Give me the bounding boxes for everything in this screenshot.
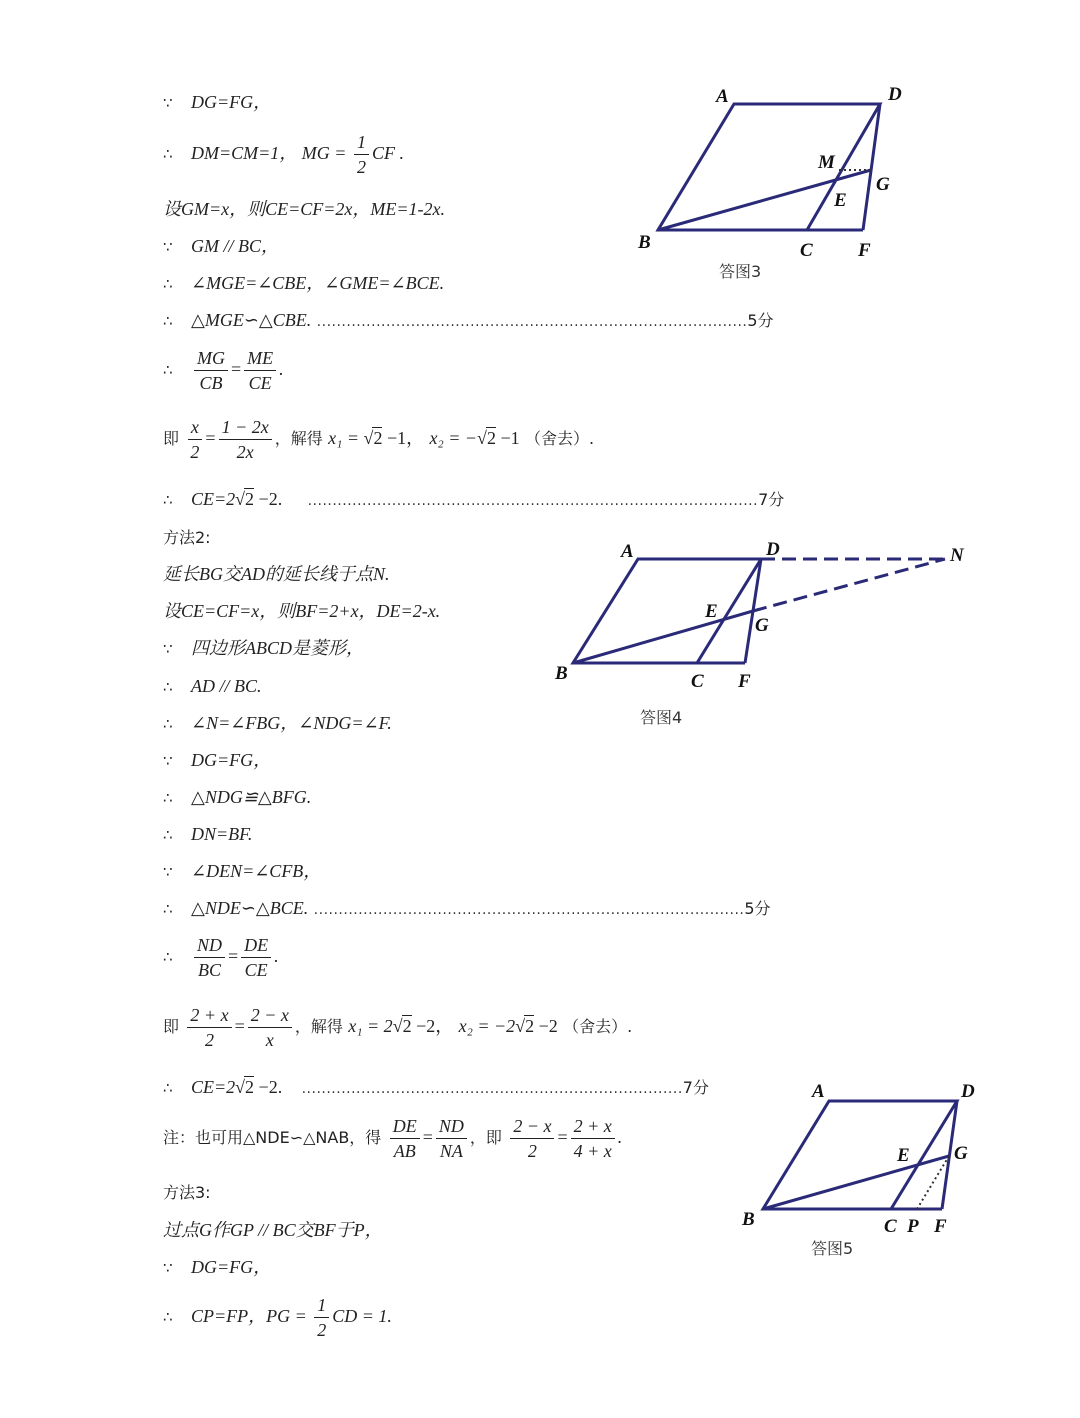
line-21: ∴ $\frac{ND}{BC}$ = $\frac{DE}{CE}$ . (163, 935, 279, 980)
line-text: DG=FG， (191, 750, 272, 770)
line-text: 四边形ABCD是菱形， (191, 638, 364, 658)
label-e: E (897, 1145, 910, 1166)
therefore-symbol: ∴ (163, 312, 173, 330)
score-label: 7分 (758, 490, 785, 509)
line-text: ，即 (469, 1128, 502, 1147)
denominator: AB (393, 1141, 416, 1161)
label-b: B (638, 232, 651, 253)
solution-x1: x₁ = (328, 428, 364, 448)
note-text: 注：也可用△NDE∽△NAB，得 (163, 1128, 382, 1147)
because-symbol: ∵ (163, 640, 173, 658)
figure-caption: 答图4 (640, 708, 683, 727)
line-15 (163, 711, 392, 736)
line-28 (163, 1293, 392, 1342)
solution-x2: x₂ = − (429, 428, 478, 448)
dot-leader: ........................................................................................... (307, 493, 759, 509)
label-a: A (716, 86, 729, 107)
line-18 (163, 822, 252, 847)
fraction (248, 1003, 292, 1052)
line-14 (163, 674, 262, 699)
line-5 (163, 271, 444, 296)
line-text: ，解得 (274, 429, 323, 448)
figure-3 (630, 80, 920, 290)
fraction (510, 1114, 554, 1163)
label-d: D (888, 84, 902, 105)
numerator: 1 (314, 1293, 329, 1318)
line-text: CE=2 (191, 489, 236, 509)
label-c: C (691, 671, 704, 692)
fraction (187, 415, 202, 464)
line-text: AD // BC. (191, 676, 262, 696)
therefore-symbol: ∴ (163, 361, 173, 379)
line-23: ∴ CE=2√2 −2. .............................................................................7分 (163, 1075, 709, 1101)
label-g: G (954, 1143, 968, 1164)
line-16 (163, 748, 271, 773)
line-19 (163, 859, 321, 884)
line-text: DG=FG， (191, 1257, 272, 1277)
line-10 (163, 526, 211, 550)
fraction (314, 1293, 329, 1342)
label-a: A (621, 541, 634, 562)
line-text: . (274, 946, 279, 966)
label-m: M (818, 152, 835, 173)
denominator: x (265, 1030, 274, 1050)
line-text: 过点G作GP // BC交BF于P， (163, 1220, 383, 1240)
therefore-symbol: ∴ (163, 826, 173, 844)
figure-4 (545, 535, 975, 735)
solution-x2: x₂ = −2 (458, 1016, 516, 1036)
label-e: E (705, 601, 718, 622)
radicand: 2 (245, 489, 255, 509)
line-text: ∠MGE=∠CBE，∠GME=∠BCE. (191, 273, 445, 293)
line-text: −2. (254, 1077, 283, 1097)
denominator: CE (244, 960, 268, 980)
line-22: 即 $\frac{2 + x}{2}$ = $\frac{2 - x}{x}$ ，解得 x₁ = 2√2 −2， x₂ = −2√2 −2 （舍去）. (163, 1005, 633, 1050)
radicand: 2 (402, 1016, 412, 1036)
numerator: DE (241, 933, 271, 958)
score-label: 5分 (747, 311, 774, 330)
line-27 (163, 1255, 271, 1280)
line-11 (163, 562, 390, 587)
line-24: 注：也可用△NDE∽△NAB，得 $\frac{DE}{AB}$ = $\frac{ND}{NA}$ ，即 $\frac{2 - x}{2}$ = $\frac{2 + x}{4 + x}$ . (163, 1116, 623, 1161)
label-e: E (834, 190, 847, 211)
dot-leader: ....................................................................................... (313, 902, 745, 918)
fraction (241, 933, 271, 982)
line-3 (163, 197, 445, 222)
figure-caption: 答图5 (811, 1239, 854, 1258)
line-text: 设CE=CF=x，则BF=2+x，DE=2-x. (163, 601, 441, 621)
line-text: ∠N=∠FBG，∠NDG=∠F. (191, 713, 392, 733)
label-c: C (884, 1216, 897, 1237)
fraction (354, 130, 369, 179)
denominator: 2 (356, 157, 366, 177)
radicand: 2 (373, 428, 383, 448)
numerator: MG (194, 346, 228, 371)
because-symbol: ∵ (163, 752, 173, 770)
fraction (219, 415, 272, 464)
numerator: ND (194, 933, 225, 958)
fraction (194, 346, 228, 395)
label-b: B (742, 1209, 755, 1230)
line-text: △MGE∽△CBE. (191, 310, 312, 330)
label-g: G (755, 615, 769, 636)
line-text: −2. (254, 489, 283, 509)
therefore-symbol: ∴ (163, 1308, 173, 1326)
line-text: . (617, 1127, 623, 1147)
numerator: 1 (354, 130, 369, 155)
label-f: F (934, 1216, 947, 1237)
fraction (244, 346, 276, 395)
figure-5 (735, 1075, 1005, 1270)
figure-caption: 答图3 (719, 262, 762, 281)
therefore-symbol: ∴ (163, 789, 173, 807)
rhombus-abcd (658, 104, 880, 230)
line-2 (163, 130, 404, 179)
label-a: A (812, 1081, 825, 1102)
because-symbol: ∵ (163, 238, 173, 256)
line-text: CP=FP，PG = (191, 1306, 312, 1326)
radicand: 2 (245, 1077, 255, 1097)
line-text: DM=CM=1， MG = (191, 143, 351, 163)
numerator: 1 − 2x (219, 415, 272, 440)
line-13 (163, 636, 364, 661)
line-text: CD = 1. (332, 1306, 392, 1326)
rhombus-abcd (763, 1101, 957, 1209)
therefore-symbol: ∴ (163, 145, 173, 163)
fraction (571, 1114, 615, 1163)
denominator: NA (439, 1141, 463, 1161)
label-b: B (555, 663, 568, 684)
method-heading: 方法3: (163, 1183, 211, 1202)
because-symbol: ∵ (163, 1259, 173, 1277)
line-text: 设GM=x，则CE=CF=2x，ME=1-2x. (163, 199, 446, 219)
numerator: x (188, 415, 202, 440)
denominator: CB (199, 373, 223, 393)
fraction (187, 1003, 231, 1052)
line-25 (163, 1181, 211, 1205)
line-7: ∴ $\frac{MG}{CB}$ = $\frac{ME}{CE}$ . (163, 348, 284, 393)
therefore-symbol: ∴ (163, 715, 173, 733)
line-4 (163, 234, 279, 259)
radicand: 2 (486, 428, 496, 448)
label-d: D (961, 1081, 975, 1102)
line-text: △NDE∽△BCE. (191, 898, 309, 918)
score-label: 5分 (744, 899, 771, 918)
therefore-symbol: ∴ (163, 275, 173, 293)
line-text: 延长BG交AD的延长线于点N. (163, 564, 390, 584)
label-f: F (858, 240, 871, 261)
numerator: ME (244, 346, 276, 371)
denominator: 2 (204, 1030, 214, 1050)
fraction (390, 1114, 420, 1163)
denominator: 2 (317, 1320, 327, 1340)
line-text: −1 (495, 428, 520, 448)
radicand: 2 (525, 1016, 535, 1036)
line-text: −1， (382, 428, 425, 448)
because-symbol: ∵ (163, 94, 173, 112)
line-12 (163, 599, 440, 624)
label-n: N (950, 545, 964, 566)
line-text: ，解得 (294, 1017, 343, 1036)
line-text: CE=2 (191, 1077, 236, 1097)
method-heading: 方法2: (163, 528, 211, 547)
line-text: GM // BC， (191, 236, 279, 256)
denominator: BC (198, 960, 222, 980)
label-d: D (766, 539, 780, 560)
line-text: △NDG≌△BFG. (191, 787, 312, 807)
line-text: DN=BF. (191, 824, 253, 844)
numerator: 2 + x (571, 1114, 615, 1139)
label-f: F (738, 671, 751, 692)
line-9: ∴ CE=2√2 −2. ...........................................................................................7分 (163, 487, 784, 513)
discard-note: （舍去）. (563, 1017, 633, 1036)
therefore-symbol: ∴ (163, 491, 173, 509)
denominator: 2x (236, 442, 254, 462)
fraction (436, 1114, 467, 1163)
line-text: −2 (534, 1016, 558, 1036)
therefore-symbol: ∴ (163, 678, 173, 696)
lead-text: 即 (163, 429, 180, 448)
lead-text: 即 (163, 1017, 180, 1036)
discard-note: （舍去）. (525, 429, 595, 448)
line-20 (163, 896, 771, 922)
denominator: 2 (527, 1141, 537, 1161)
rhombus-abcd (573, 559, 761, 663)
fraction (194, 933, 225, 982)
label-c: C (800, 240, 813, 261)
line-1 (163, 90, 271, 115)
denominator: 4 + x (573, 1141, 612, 1161)
line-text: −2， (411, 1016, 454, 1036)
line-17 (163, 785, 311, 810)
line-text: CF . (371, 143, 404, 163)
denominator: 2 (190, 442, 200, 462)
therefore-symbol: ∴ (163, 1079, 173, 1097)
extension-gn (753, 559, 945, 611)
segment-df (863, 104, 880, 230)
solution-x1: x₁ = 2 (348, 1016, 393, 1036)
denominator: CE (248, 373, 272, 393)
line-6 (163, 308, 774, 334)
dot-leader: ............................................................................. (301, 1081, 683, 1097)
numerator: DE (390, 1114, 420, 1139)
line-8: 即 $\frac{x}{2}$ = $\frac{1 - 2x}{2x}$ ，解得 x₁ = √2 −1， x₂ = −√2 −1 （舍去）. (163, 417, 595, 462)
line-26 (163, 1218, 383, 1243)
score-label: 7分 (682, 1078, 709, 1097)
numerator: 2 − x (248, 1003, 292, 1028)
numerator: 2 + x (187, 1003, 231, 1028)
label-g: G (876, 174, 890, 195)
therefore-symbol: ∴ (163, 948, 173, 966)
dot-leader: ....................................................................................... (316, 314, 748, 330)
therefore-symbol: ∴ (163, 900, 173, 918)
line-text: DG=FG， (191, 92, 272, 112)
numerator: 2 − x (510, 1114, 554, 1139)
line-text: ∠DEN=∠CFB， (191, 861, 322, 881)
numerator: ND (436, 1114, 467, 1139)
label-p: P (907, 1216, 919, 1237)
because-symbol: ∵ (163, 863, 173, 881)
line-text: . (279, 359, 284, 379)
